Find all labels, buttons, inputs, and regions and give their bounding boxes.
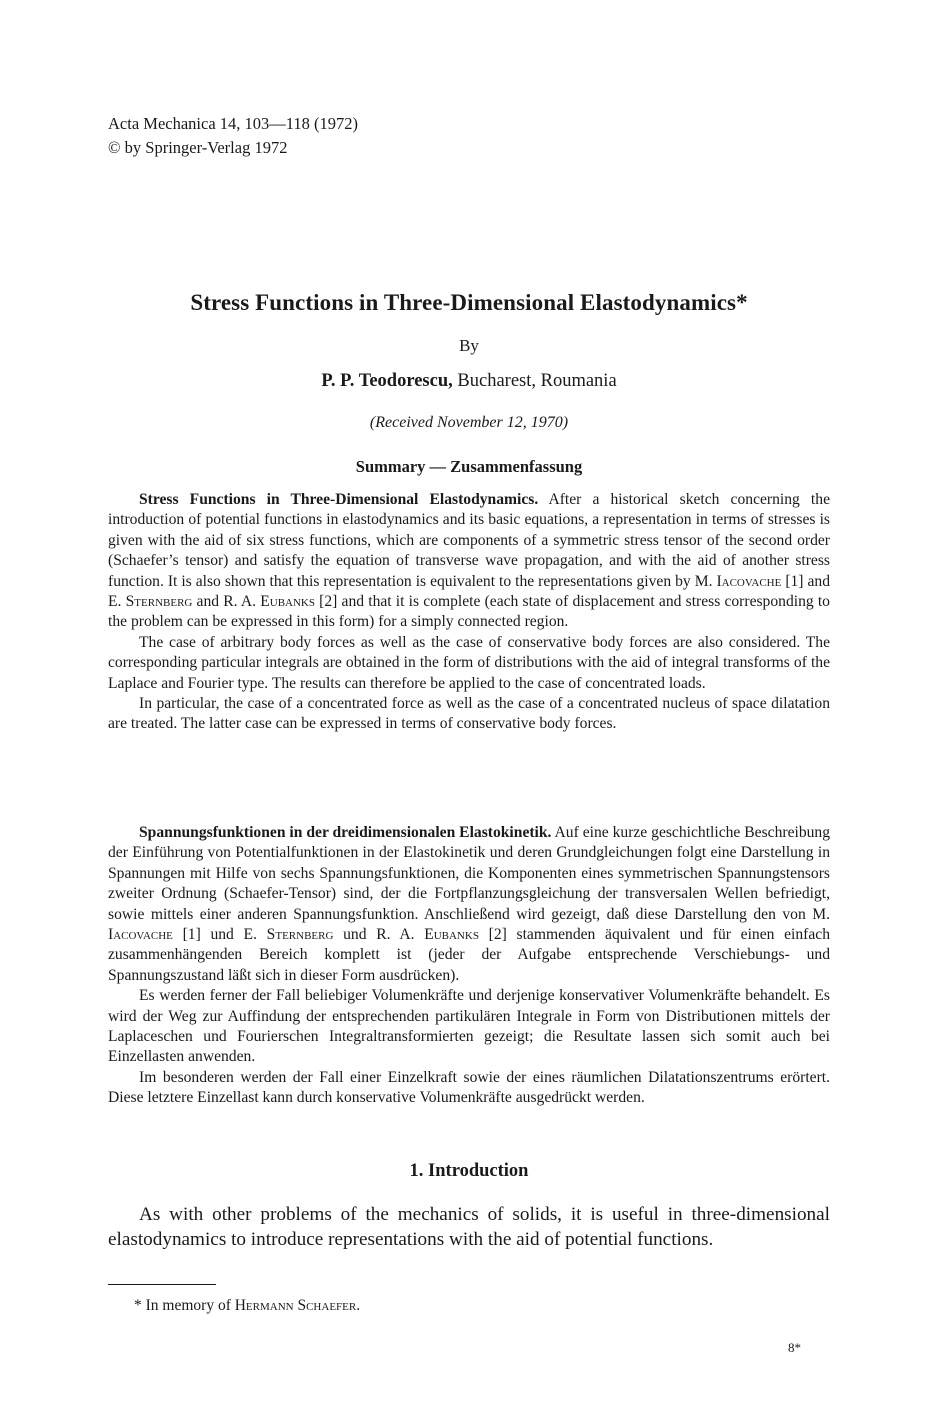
journal-info	[108, 112, 358, 160]
abstract-en-paragraph-1	[108, 490, 830, 633]
paper-title: Stress Functions in Three-Dimensional Elastodynamics*	[190, 290, 748, 315]
abstract-en-paragraph-3: In particular, the case of a concentrated force as well as the case of a concentrated nucleus of space dilatation are treated. The latter case can be expressed in terms of conservative body forces.	[108, 695, 830, 733]
received-date: (Received November 12, 1970)	[369, 414, 569, 431]
abstract-en-lead: Stress Functions in Three-Dimensional Elastodynamics.	[139, 491, 539, 508]
author-line	[0, 371, 938, 392]
author-ref-sternberg: Sternberg	[125, 593, 193, 611]
footnote-rule	[108, 1284, 216, 1285]
author-name: P. P. Teodorescu,	[321, 371, 453, 391]
abstract-en-text-c: and R. A.	[192, 593, 261, 611]
footnote-name: Hermann Schaefer.	[234, 1297, 361, 1314]
author-affiliation: Bucharest, Roumania	[452, 371, 617, 391]
summary-heading: Summary — Zusammenfassung	[355, 457, 583, 476]
author-ref-iacovache: Iacovache	[108, 926, 173, 944]
abstract-en-text-b: [1] and E.	[108, 572, 830, 611]
introduction-paragraph: As with other problems of the mechanics of solids, it is useful in three-dimensional elastodynamics to introduce representations with the aid of potential functions.	[108, 1204, 830, 1250]
author-ref-eubanks: Eubanks	[260, 593, 315, 611]
journal-citation: Acta Mechanica 14, 103—118 (1972)	[108, 114, 359, 133]
abstract-german	[108, 823, 830, 1109]
abstract-de-paragraph-1	[108, 823, 830, 986]
copyright-notice: © by Springer-Verlag 1972	[108, 138, 288, 157]
author-ref-eubanks: Eubanks	[424, 926, 479, 944]
introduction-body	[108, 1203, 830, 1252]
footnote	[134, 1297, 360, 1315]
abstract-en-paragraph-2: The case of arbitrary body forces as well as the case of conservative body forces are also considered. The corresponding particular integrals are obtained in the form of distributions with the aid of integral transforms of the Laplace and Fourier type. The results can therefore be applied to the case of concentrated loads.	[108, 633, 830, 692]
by-line: By	[459, 336, 479, 355]
author-ref-sternberg: Sternberg	[266, 926, 334, 944]
footnote-prefix: * In memory of	[134, 1297, 235, 1314]
page-number: 8*	[788, 1340, 801, 1355]
abstract-de-text-c: und R. A.	[333, 926, 425, 944]
abstract-de-paragraph-3: Im besonderen werden der Fall einer Einzelkraft sowie der eines räumlichen Dilatationszentrums erörtert. Diese letztere Einzellast kann durch konservative Volumenkräfte ausgedrückt werden.	[108, 1068, 830, 1107]
abstract-de-paragraph-2: Es werden ferner der Fall beliebiger Volumenkräfte und derjenige konservativer Volumenkräfte behandelt. Es wird der Weg zur Auffindung der entsprechenden partikulären Integrale in Form von Distributionen mittels der Laplaceschen und Fourierschen Integraltransformierten gezeigt; die Resultate lassen sich somit auch bei Einzellasten anwenden.	[108, 987, 830, 1066]
section-heading-introduction: 1. Introduction	[409, 1161, 529, 1181]
abstract-de-lead: Spannungsfunktionen in der dreidimensionalen Elastokinetik.	[139, 824, 552, 841]
abstract-de-text-d: [2] stammenden äquivalent und für einen einfach zusammenhängenden Bereich komplett ist (jeder der Aufgabe entsprechende Verschiebungs- und Spannungszustand läßt sich in dieser Form ausdrücken).	[108, 926, 830, 984]
abstract-en-text-d: [2] and that it is complete (each state of displacement and stress corresponding to the problem can be expressed in this form) for a simply connected region.	[108, 593, 830, 631]
abstract-de-text-a: Auf eine kurze geschichtliche Beschreibung der Einführung von Potentialfunktionen in der Elastokinetik und deren Grundgleichungen folgt eine Darstellung in Spannungen mit Hilfe von sechs Spannungsfunktionen, die Komponenten eines symmetrischen Spannungstensors zweiter Ordnung (Schaefer-Tensor) sind, der die Fortpflanzungsgleichung der transversalen Wellen befriedigt, sowie mittels einer anderen Spannungsfunktion. Anschließend wird gezeigt, daß diese Darstellung den von M.	[108, 824, 831, 923]
abstract-english	[108, 490, 830, 735]
author-ref-iacovache: Iacovache	[716, 572, 782, 590]
abstract-de-text-b: [1] und E.	[172, 926, 267, 944]
abstract-en-text-a: After a historical sketch concerning the introduction of potential functions in elastodynamics and its basic equations, a representation in terms of stresses is given with the aid of six stress functions, which are components of a symmetric stress tensor of the second order (Schaefer’s tensor) and satisfy the equation of transverse wave propagation, and with the aid of another stress function. It is also shown that this representation is equivalent to the representations given by M.	[108, 491, 830, 590]
